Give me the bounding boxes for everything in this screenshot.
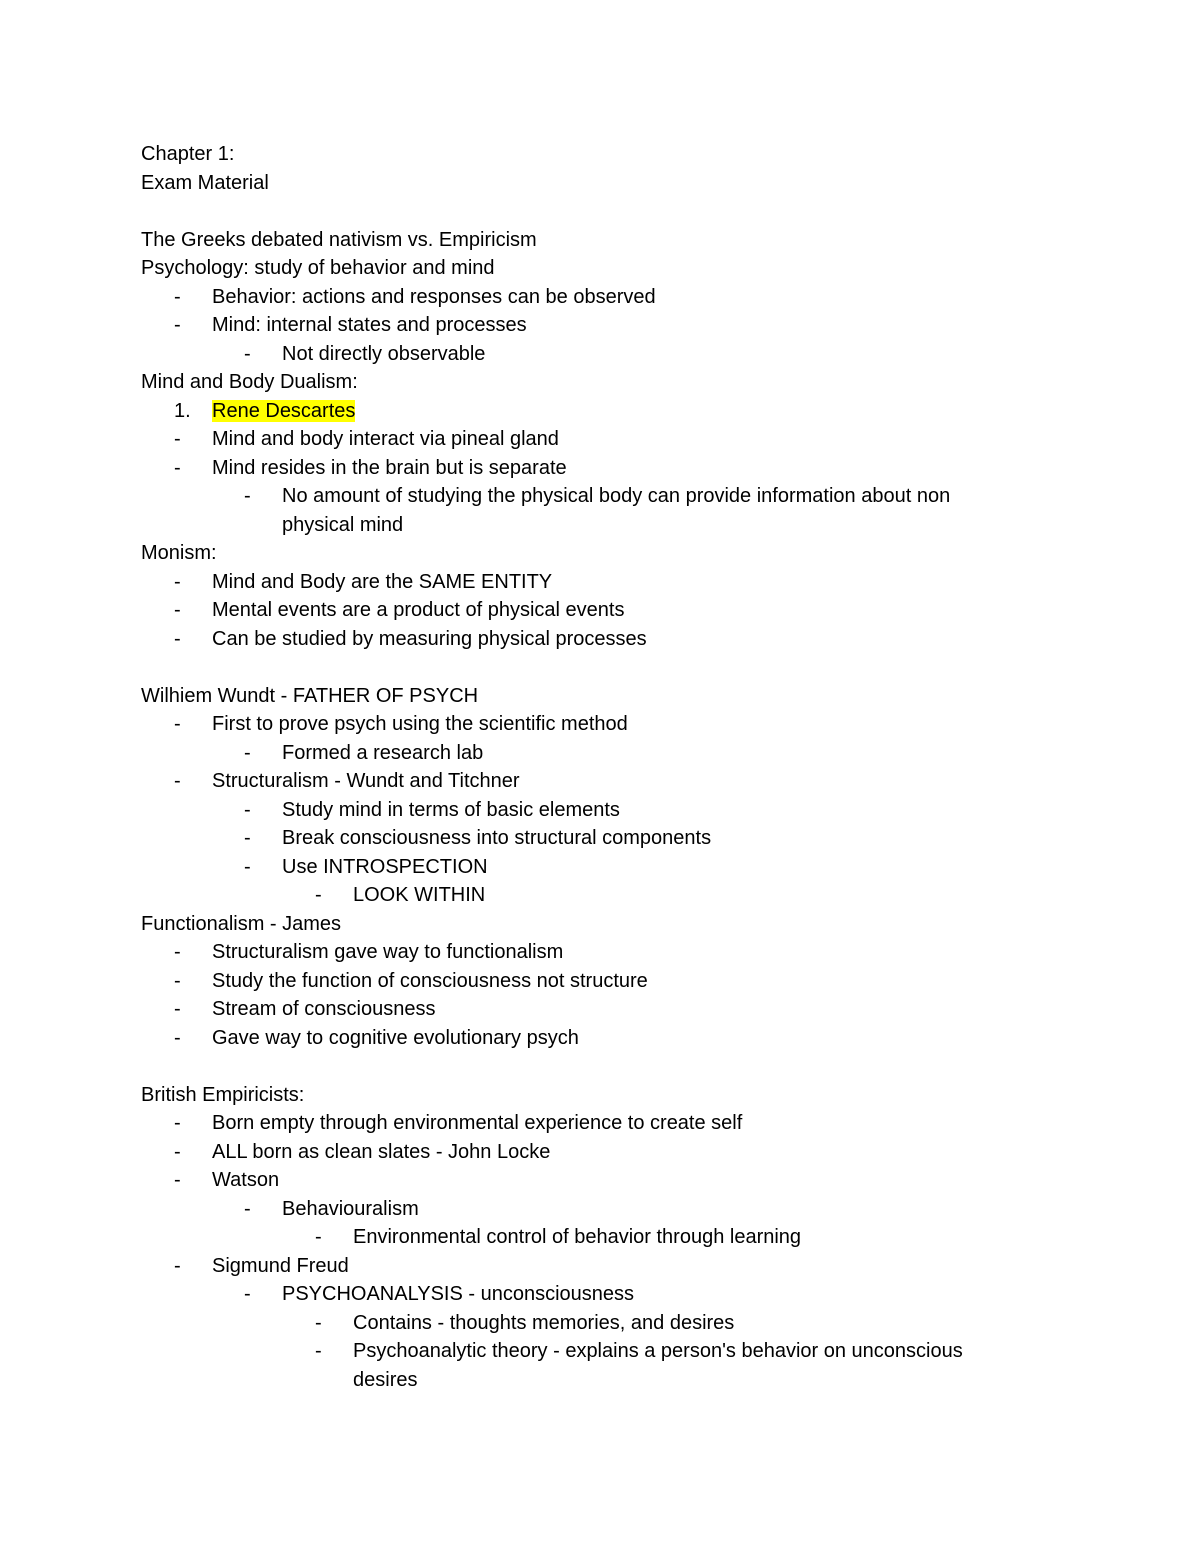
bullet-dash: -	[315, 1340, 322, 1362]
bullet-dash: -	[174, 1140, 181, 1163]
list-item	[141, 995, 1041, 1024]
bullet-dash: -	[174, 941, 181, 963]
list-item	[141, 425, 1041, 454]
list-item	[141, 482, 1041, 539]
bullet-dash: -	[174, 428, 181, 450]
list-item	[141, 625, 1041, 654]
list-item-text: Contains - thoughts memories, and desires	[353, 1311, 735, 1334]
list-item	[141, 568, 1041, 597]
document-page	[141, 140, 1041, 1394]
list-item-text: Mind and Body are the SAME ENTITY	[212, 570, 553, 593]
bullet-dash: -	[244, 485, 251, 507]
list-item	[141, 938, 1041, 967]
bullet-dash: -	[174, 570, 181, 593]
list-item	[141, 340, 1041, 369]
list-item-text: Can be studied by measuring physical processes	[212, 627, 647, 650]
bullet-dash: -	[174, 627, 181, 650]
list-item-text: Mind and body interact via pineal gland	[212, 428, 559, 450]
bullet-dash: -	[174, 969, 181, 992]
list-item	[141, 853, 1041, 882]
list-item	[141, 1309, 1041, 1338]
subtitle: Exam Material	[141, 171, 269, 194]
bullet-dash: -	[174, 599, 181, 621]
bullet-dash: -	[174, 1169, 181, 1191]
list-item	[141, 1166, 1041, 1195]
list-item	[141, 1337, 1041, 1394]
dualism-title: Mind and Body Dualism:	[141, 371, 358, 393]
bullet-dash: -	[174, 1254, 181, 1277]
list-item-text: Mind resides in the brain but is separate	[212, 456, 567, 479]
bullet-dash: -	[244, 798, 251, 821]
bullet-dash: -	[244, 855, 251, 878]
bullet-dash: -	[174, 456, 181, 479]
bullet-dash: -	[315, 884, 322, 906]
list-number: 1.	[174, 399, 191, 422]
list-item-text: Environmental control of behavior through learning	[353, 1226, 802, 1248]
list-item-text: Gave way to cognitive evolutionary psych	[212, 1026, 579, 1049]
list-item	[141, 739, 1041, 768]
list-item	[141, 454, 1041, 483]
list-item	[141, 824, 1041, 853]
bullet-dash: -	[174, 998, 181, 1020]
list-item-text: ALL born as clean slates - John Locke	[212, 1140, 551, 1163]
list-item-text: Mental events are a product of physical events	[212, 599, 625, 621]
numbered-item	[141, 397, 1041, 426]
list-item	[141, 967, 1041, 996]
list-item-text: Sigmund Freud	[212, 1254, 349, 1277]
list-item	[141, 1109, 1041, 1138]
highlighted-text: Rene Descartes	[212, 399, 356, 422]
list-item-text: Formed a research lab	[282, 741, 484, 764]
list-item-text: Behaviouralism	[282, 1197, 419, 1220]
bullet-dash: -	[174, 770, 181, 792]
blank-line	[141, 653, 1041, 682]
list-item-text: Study the function of consciousness not structure	[212, 969, 648, 992]
list-item-text: Psychoanalytic theory - explains a person's behavior on unconscious desires	[353, 1340, 963, 1391]
bullet-dash: -	[174, 314, 181, 336]
list-item-text: LOOK WITHIN	[353, 884, 486, 906]
bullet-dash: -	[174, 285, 181, 308]
list-item	[141, 283, 1041, 312]
bullet-dash: -	[244, 1283, 251, 1305]
list-item-text: Watson	[212, 1169, 280, 1191]
bullet-dash: -	[174, 713, 181, 735]
list-item	[141, 1280, 1041, 1309]
list-item-text: Use INTROSPECTION	[282, 855, 488, 878]
functionalism-title: Functionalism - James	[141, 912, 342, 935]
list-item-text: PSYCHOANALYSIS - unconsciousness	[282, 1283, 635, 1305]
list-item	[141, 881, 1041, 910]
list-item	[141, 767, 1041, 796]
bullet-dash: -	[244, 741, 251, 764]
bullet-dash: -	[174, 1112, 181, 1134]
list-item-text: Structuralism gave way to functionalism	[212, 941, 564, 963]
bullet-dash: -	[315, 1311, 322, 1334]
list-item-text: Stream of consciousness	[212, 998, 436, 1020]
list-item-text: Study mind in terms of basic elements	[282, 798, 620, 821]
bullet-dash: -	[244, 1197, 251, 1220]
blank-line	[141, 197, 1041, 226]
list-item-text: No amount of studying the physical body can provide information about non physical mind	[282, 485, 951, 536]
list-item	[141, 596, 1041, 625]
list-item	[141, 1024, 1041, 1053]
chapter-heading: Chapter 1:	[141, 143, 235, 165]
bullet-dash: -	[244, 827, 251, 849]
list-item	[141, 1138, 1041, 1167]
list-item	[141, 1195, 1041, 1224]
list-item-text: Not directly observable	[282, 342, 486, 365]
list-item-text: First to prove psych using the scientific method	[212, 713, 628, 735]
greeks-line: The Greeks debated nativism vs. Empiricism	[141, 228, 537, 251]
psychology-title: Psychology: study of behavior and mind	[141, 257, 495, 279]
bullet-dash: -	[315, 1226, 322, 1248]
list-item	[141, 796, 1041, 825]
british-empiricists-title: British Empiricists:	[141, 1083, 305, 1106]
blank-line	[141, 1052, 1041, 1081]
list-item	[141, 1252, 1041, 1281]
list-item-text: Break consciousness into structural components	[282, 827, 712, 849]
list-item-text: Behavior: actions and responses can be observed	[212, 285, 656, 308]
list-item-text: Structuralism - Wundt and Titchner	[212, 770, 520, 792]
monism-title: Monism:	[141, 542, 217, 564]
bullet-dash: -	[244, 342, 251, 365]
list-item-text: Born empty through environmental experience to create self	[212, 1112, 743, 1134]
bullet-dash: -	[174, 1026, 181, 1049]
list-item	[141, 1223, 1041, 1252]
list-item	[141, 710, 1041, 739]
list-item	[141, 311, 1041, 340]
wundt-title: Wilhiem Wundt - FATHER OF PSYCH	[141, 684, 479, 707]
list-item-text: Mind: internal states and processes	[212, 314, 527, 336]
